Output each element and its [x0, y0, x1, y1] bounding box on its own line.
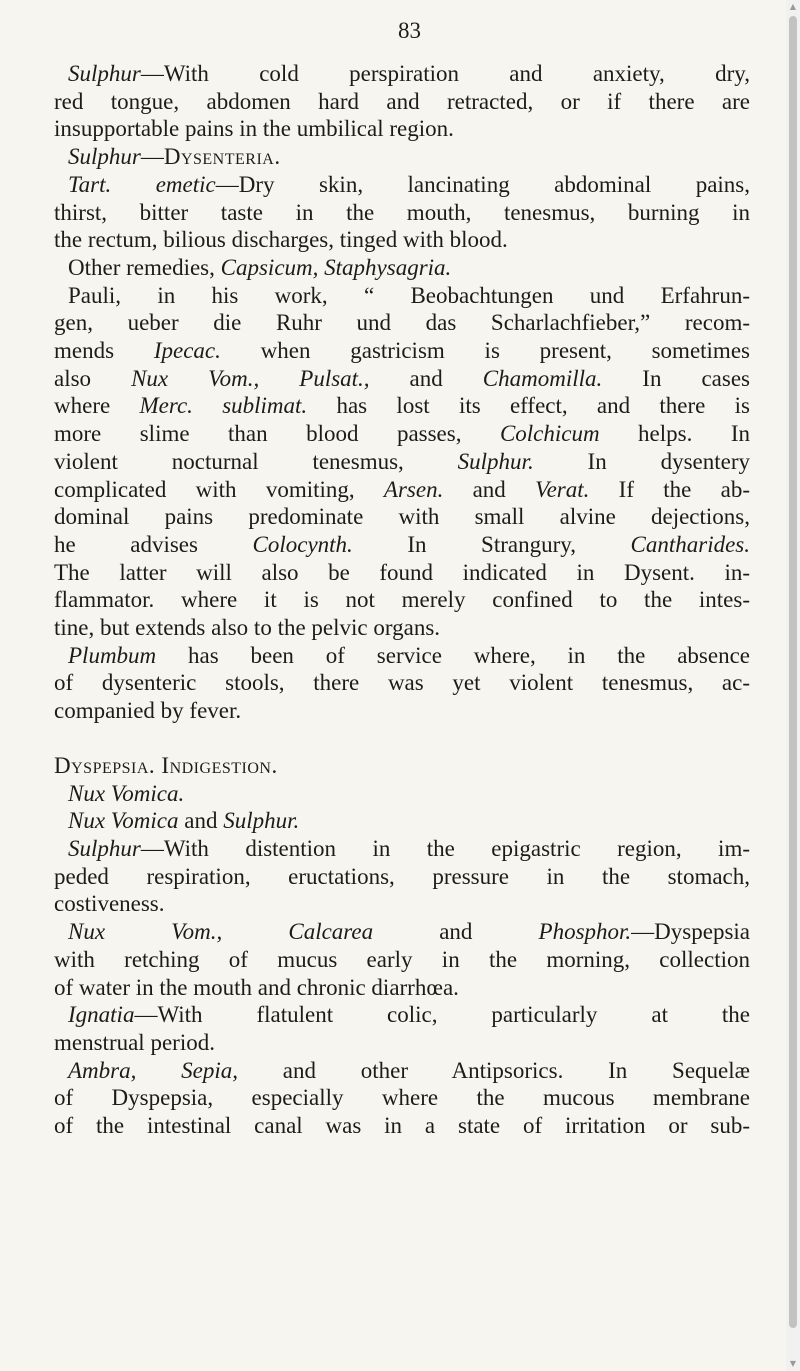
body-text: —	[140, 144, 164, 170]
body-text: —With flatulent colic, particularly at the	[134, 1002, 750, 1028]
text-line	[54, 420, 750, 448]
body-text: tine, but extends also to the pelvic organs.	[54, 615, 441, 641]
remedy-name: Plumbum	[68, 642, 157, 668]
body-text: and	[369, 365, 483, 391]
remedy-name: Nux Vom., Pulsat.,	[131, 365, 370, 391]
text-line	[54, 835, 750, 863]
remedy-name: Nux Vom., Calcarea	[68, 919, 374, 945]
text-line	[54, 476, 750, 504]
remedy-name: Sulphur.	[223, 808, 300, 834]
section-heading: Dysenteria.	[163, 144, 281, 170]
body-text: dominal pains predominate with small alvine dejections,	[54, 504, 750, 530]
remedy-name: Tart. emetic	[68, 171, 216, 197]
body-text: and other Antipsorics. In Sequelæ	[238, 1057, 750, 1083]
text-line	[54, 780, 750, 808]
text-line	[54, 918, 750, 946]
body-text: The latter will also be found indicated in Dysent. in-	[54, 559, 750, 585]
text-line	[54, 1001, 750, 1029]
body-text: red tongue, abdomen hard and retracted, or if there are	[54, 88, 750, 114]
text-line	[54, 199, 750, 227]
text-line	[54, 448, 750, 476]
text-line	[54, 669, 750, 697]
remedy-name: Sulphur.	[457, 448, 534, 474]
body-text: gen, ueber die Ruhr und das Scharlachfieber,” recom-	[54, 310, 750, 336]
body-text: more slime than blood passes,	[54, 421, 500, 447]
text-line	[54, 115, 750, 143]
text-line	[54, 337, 750, 365]
text-line	[54, 254, 750, 282]
text-line	[54, 88, 750, 116]
remedy-name: Capsicum, Staphysagria.	[220, 254, 452, 280]
body-text: Pauli, in his work, “ Beobachtungen und Erfahrun-	[68, 282, 750, 308]
remedy-name: Sulphur	[68, 144, 141, 170]
text-line	[54, 946, 750, 974]
body-text: also	[54, 365, 132, 391]
body-text: when gastricism is present, sometimes	[220, 338, 750, 364]
body-text: has lost its effect, and there is	[307, 393, 751, 419]
text-line	[54, 226, 750, 254]
remedy-name: Chamomilla.	[482, 365, 603, 391]
body-text: flammator. where it is not merely confined to the intes-	[54, 587, 750, 613]
body-text: thirst, bitter taste in the mouth, tenesmus, burning in	[54, 199, 750, 225]
body-text: If the ab-	[589, 476, 750, 502]
section-heading: Dyspepsia. Indigestion.	[54, 752, 278, 778]
text-line	[54, 1029, 750, 1057]
remedy-name: Merc. sublimat.	[139, 393, 308, 419]
remedy-name: Sulphur	[68, 61, 141, 86]
body-text: —With distention in the epigastric region, im-	[140, 835, 750, 861]
text-line	[54, 143, 750, 171]
body-text: peded respiration, eructations, pressure in the stomach,	[54, 863, 750, 889]
remedy-name: Colocynth.	[252, 531, 353, 557]
text-line	[54, 559, 750, 587]
page-text	[54, 60, 750, 1140]
body-text: has been of service where, in the absence	[156, 642, 750, 668]
body-text: companied by fever.	[54, 698, 242, 724]
remedy-name: Verat.	[535, 476, 590, 502]
text-line	[54, 503, 750, 531]
body-text: —Dyspepsia	[631, 919, 750, 945]
body-text: of dysenteric stools, there was yet violent tenesmus, ac-	[54, 670, 750, 696]
body-text: In dysentery	[533, 448, 750, 474]
body-text: In Strangury,	[352, 531, 631, 557]
body-text: with retching of mucus early in the morning, collection	[54, 946, 750, 972]
remedy-name: Phosphor.	[538, 919, 632, 945]
remedy-name: Sulphur	[68, 835, 141, 861]
text-line	[54, 392, 750, 420]
body-text: and	[178, 808, 224, 834]
text-line	[54, 974, 750, 1002]
page-number: 83	[398, 18, 421, 43]
text-line	[54, 309, 750, 337]
scrollbar-thumb[interactable]	[789, 16, 797, 1328]
body-text: and	[373, 919, 539, 945]
body-text: mends	[54, 338, 154, 364]
remedy-name: Ignatia	[68, 1002, 135, 1028]
text-line	[54, 531, 750, 559]
text-line	[54, 614, 750, 642]
body-text: he advises	[54, 531, 253, 557]
text-line	[54, 697, 750, 725]
scroll-up-arrow-icon[interactable]: ▲	[789, 2, 797, 11]
vertical-scrollbar[interactable]	[786, 0, 800, 1371]
text-line	[54, 807, 750, 835]
body-text: violent nocturnal tenesmus,	[54, 448, 458, 474]
text-line	[54, 1057, 750, 1085]
body-text: —With cold perspiration and anxiety, dry,	[140, 61, 750, 86]
text-line	[54, 1084, 750, 1112]
body-text: —Dry skin, lancinating abdominal pains,	[215, 171, 750, 197]
text-line	[54, 60, 750, 88]
text-line	[54, 642, 750, 670]
body-text: Other remedies,	[68, 254, 221, 280]
body-text: costiveness.	[54, 891, 165, 917]
text-line	[54, 365, 750, 393]
body-text: where	[54, 393, 140, 419]
section-gap	[54, 725, 750, 752]
remedy-name: Nux Vomica	[68, 808, 179, 834]
body-text: the rectum, bilious discharges, tinged with blood.	[54, 227, 508, 253]
body-text: In cases	[602, 365, 750, 391]
text-line	[54, 890, 750, 918]
body-text: insupportable pains in the umbilical region.	[54, 116, 454, 142]
remedy-name: Ambra, Sepia,	[68, 1057, 238, 1083]
remedy-name: Arsen.	[383, 476, 444, 502]
remedy-name: Nux Vomica.	[68, 780, 185, 806]
text-line	[54, 1112, 750, 1140]
body-text: of the intestinal canal was in a state of irritation or sub-	[54, 1113, 750, 1139]
remedy-name: Cantharides.	[630, 531, 751, 557]
remedy-name: Ipecac.	[153, 338, 221, 364]
text-line	[54, 752, 750, 780]
remedy-name: Colchicum	[499, 421, 600, 447]
body-text: helps. In	[599, 421, 750, 447]
text-line	[54, 586, 750, 614]
body-text: menstrual period.	[54, 1029, 215, 1055]
body-text: complicated with vomiting,	[54, 476, 384, 502]
body-text: of water in the mouth and chronic diarrhœa.	[54, 974, 459, 1000]
scroll-down-arrow-icon[interactable]: ▼	[789, 1359, 797, 1368]
body-text: and	[443, 476, 536, 502]
body-text: of Dyspepsia, especially where the mucous membrane	[54, 1085, 750, 1111]
text-line	[54, 171, 750, 199]
text-line	[54, 863, 750, 891]
text-line	[54, 282, 750, 310]
